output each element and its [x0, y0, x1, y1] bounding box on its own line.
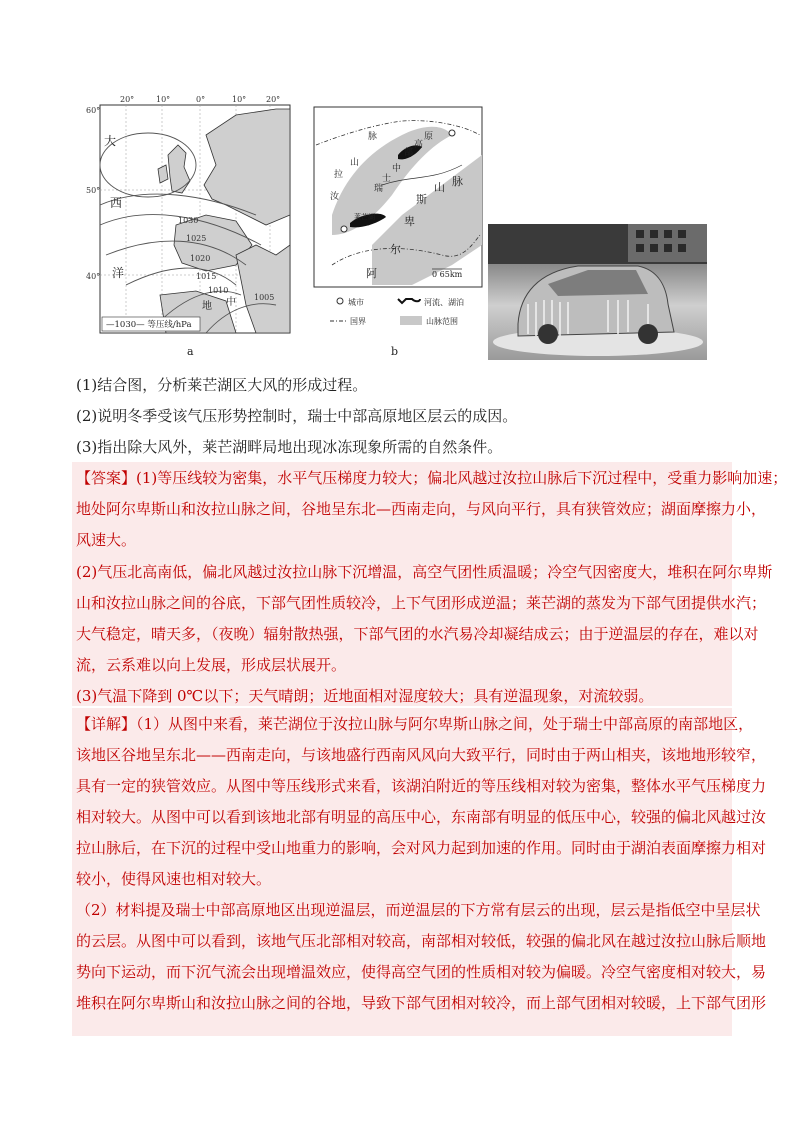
isobar-map	[86, 95, 296, 345]
isobar-label: 1020	[190, 254, 211, 263]
jura-alps-map	[312, 95, 484, 340]
detail-line: 堆积在阿尔卑斯山和汝拉山脉之间的谷地，导致下部气团相对较冷，而上部气团相对较暖，上下部气团形	[76, 994, 767, 1012]
place-label: 脉	[452, 175, 463, 188]
place-label: 汝	[330, 192, 340, 202]
legend-border: 国界	[350, 317, 366, 326]
place-label: 脉	[368, 132, 378, 142]
place-label: 山	[434, 181, 445, 194]
place-label: 中	[226, 297, 236, 308]
detail-line: 的云层。从图中可以看到，该地气压北部相对较高，南部相对较低，较强的偏北风在越过汝拉山脉后顺地	[76, 932, 767, 950]
legend-river: 河流、湖泊	[424, 298, 464, 307]
car-illustration	[488, 224, 707, 360]
answer-line: (3)气温下降到 0℃以下；天气晴朗；近地面相对湿度较大；具有逆温现象，对流较弱。	[76, 687, 654, 705]
detail-line: 具有一定的狭管效应。从图中等压线形式来看，该湖泊附近的等压线相对较为密集，整体水平气压梯度力	[76, 777, 767, 795]
isobar-label: 1030	[178, 216, 199, 225]
isobar-label: 1015	[196, 272, 217, 281]
answer-line: 风速大。	[76, 531, 137, 549]
detail-line: （2）材料提及瑞士中部高原地区出现逆温层，而逆温层的下方常有层云的出现，层云是指低空中呈层状	[76, 901, 761, 919]
detail-line: 相对较大。从图中可以看到该地北部有明显的高压中心，东南部有明显的低压中心，较强的偏北风越过汝	[76, 808, 767, 826]
figure-a-caption: a	[187, 345, 194, 358]
answer-line	[76, 468, 788, 488]
iced-car-photo	[488, 224, 707, 360]
place-label: 士	[382, 174, 392, 184]
lon-label: 10°	[232, 95, 247, 104]
answer-text: (1)等压线较为密集，水平气压梯度力较大；偏北风越过汝拉山脉后下沉过程中，受重力影响加速；	[136, 469, 788, 487]
detail-tag: 【详解】	[76, 715, 137, 733]
detail-line: 拉山脉后，在下沉的过程中受山地重力的影响，会对风力起到加速的作用。同时由于湖泊表面摩擦力相对	[76, 839, 767, 857]
place-label: 尔	[390, 243, 401, 256]
figure-a-map	[86, 95, 296, 345]
answer-tag: 【答案】	[76, 469, 137, 487]
answer-line: 地处阿尔卑斯山和汝拉山脉之间，谷地呈东北—西南走向，与风向平行，具有狭管效应；湖面摩擦力小，	[76, 500, 767, 518]
isobar-label: 1005	[254, 293, 275, 302]
isobar-label: 1025	[186, 234, 207, 243]
place-label: 拉	[334, 170, 344, 180]
lon-label: 20°	[120, 95, 135, 104]
place-label: 部	[404, 148, 414, 158]
detail-text: （1）从图中来看，莱芒湖位于汝拉山脉与阿尔卑斯山脉之间，处于瑞士中部高原的南部地区，	[136, 715, 754, 733]
place-label: 地	[202, 301, 212, 312]
legend-mountain: 山脉范围	[426, 317, 458, 326]
question-1: (1)结合图，分析莱芒湖区大风的形成过程。	[76, 376, 368, 394]
place-label: 中	[392, 164, 402, 174]
lake-label: 莱芒湖	[354, 213, 375, 221]
question-3: (3)指出除大风外，莱芒湖畔局地出现冰冻现象所需的自然条件。	[76, 438, 503, 456]
place-label: 高	[414, 140, 424, 150]
place-label: 卑	[404, 215, 415, 228]
answer-line: 山和汝拉山脉之间的谷底，下部气团性质较冷，上下气团形成逆温；莱芒湖的蒸发为下部气团提供水汽；	[76, 594, 767, 612]
legend-city: 城市	[348, 298, 364, 307]
detail-line: 较小，使得风速也相对较大。	[76, 870, 272, 888]
isobar-label: 1010	[208, 286, 229, 295]
figure-b-caption: b	[391, 345, 399, 358]
place-label: 原	[424, 132, 434, 142]
isobar-legend: —1030— 等压线/hPa	[106, 320, 192, 330]
place-label: 大	[104, 134, 117, 148]
detail-line: 该地区谷地呈东北——西南走向，与该地盛行西南风风向大致平行，同时由于两山相夹，该地地形较窄，	[76, 746, 767, 764]
lat-label: 40°	[86, 272, 101, 281]
place-label: 阿	[366, 267, 377, 280]
figure-b-map	[312, 95, 484, 340]
lon-label: 20°	[266, 95, 281, 104]
detail-line	[76, 714, 754, 734]
question-2: (2)说明冬季受该气压形势控制时，瑞士中部高原地区层云的成因。	[76, 407, 518, 425]
lon-label: 0°	[196, 95, 206, 104]
place-label: 洋	[112, 266, 125, 280]
lat-label: 50°	[86, 186, 101, 195]
place-label: 斯	[416, 193, 427, 206]
place-label: 山	[350, 158, 360, 168]
scale-bar: 0 65km	[432, 270, 463, 279]
lat-label: 60°	[86, 106, 101, 115]
place-label: 西	[110, 196, 123, 210]
answer-line: 大气稳定，晴天多，（夜晚）辐射散热强，下部气团的水汽易冷却凝结成云；由于逆温层的存在，难以对	[76, 625, 759, 643]
place-label: 瑞	[374, 184, 384, 194]
answer-line: (2)气压北高南低，偏北风越过汝拉山脉下沉增温，高空气团性质温暖；冷空气因密度大，堆积在阿尔卑斯	[76, 563, 773, 581]
lon-label: 10°	[156, 95, 171, 104]
answer-line: 流，云系难以向上发展，形成层状展开。	[76, 656, 347, 674]
detail-line: 势向下运动，而下沉气流会出现增温效应，使得高空气团的性质相对较为偏暖。冷空气密度相对较大，易	[76, 963, 767, 981]
